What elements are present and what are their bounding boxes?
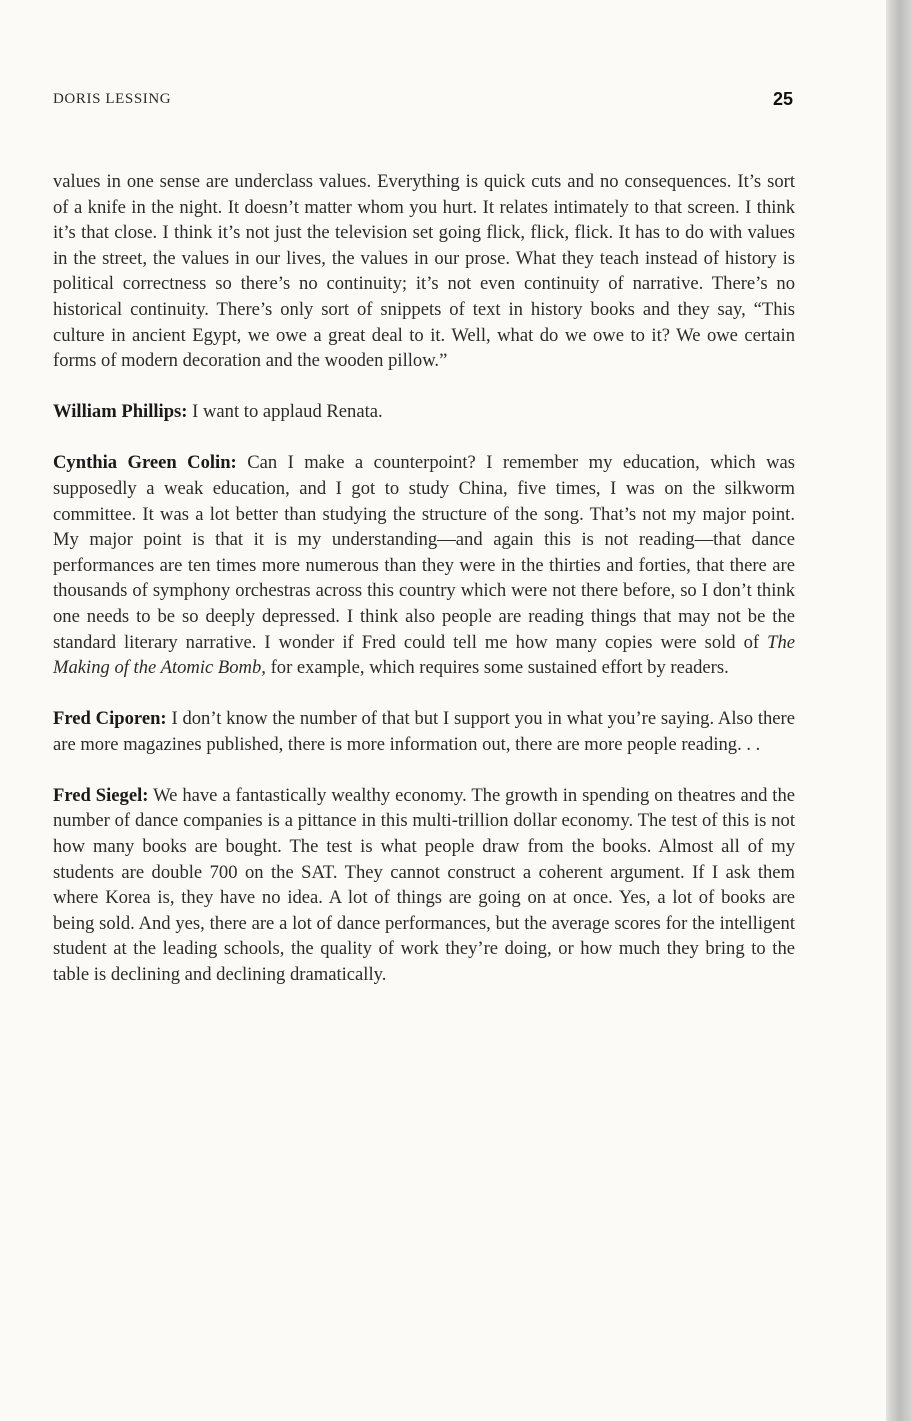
speaker-name: Cynthia Green Colin: (53, 452, 237, 474)
paragraph-text: values in one sense are underclass values. Everything is quick cuts and no consequences. It’s sort of a knife in the night. It doesn’t matter whom you hurt. It relates intimately to that screen. I think it’s that close. I think it’s not just the television set going flick, flick, flick. It has to do with values in the street, the values in our lives, the values in our prose. What they teach instead of history is political correctness so there’s no continuity; it’s not even continuity of narrative. There’s no historical continuity. There’s only sort of snippets of text in history books and they say, “This culture in ancient Egypt, we owe a great deal to it. Well, what do we owe to it? We owe certain forms of modern decoration and the wooden pillow.” (53, 171, 795, 372)
paragraph-fred-siegel (53, 783, 795, 988)
paragraph-text: I don’t know the number of that but I support you in what you’re saying. Also there are more magazines published, there is more information out, there are more people reading. . . (53, 708, 795, 755)
paragraph-text-end: for example, which requires some sustained effort by readers. (270, 657, 729, 679)
page-number: 25 (772, 89, 793, 109)
paragraph-cynthia-green-colin (53, 450, 795, 680)
paragraph-text: We have a fantastically wealthy economy. The growth in spending on theatres and the number of dance companies is a pittance in this multi-trillion dollar economy. The test of this is not how many books are bought. The test is what people draw from the books. Almost all of my students are double 700 on the SAT. They cannot construct a coherent argument. If I ask them where Korea is, they have no idea. A lot of things are going on at once. Yes, a lot of books are being sold. And yes, there are a lot of dance performances, but the average scores for the intelligent student at the leading schools, the quality of work they’re doing, or how much they bring to the table is declining and declining dramatically. (53, 784, 796, 986)
paragraph-fred-ciporen (53, 706, 795, 757)
paragraph-text: I want to applaud Renata. (192, 401, 383, 423)
page-body (53, 169, 795, 1013)
paragraph-text: Can I make a counterpoint? I remember my education, which was supposedly a weak education, and I got to study China, five times, I was on the silkworm committee. It was a lot better than studying the structure of the song. That’s not my major point. My major point is that it is my understanding—and again this is not reading—that dance performances are ten times more numerous than they were in the thirties and forties, that there are thousands of symphony orchestras across this country which were not there before, so I don’t think one needs to be so deeply depressed. I think also people are reading things that may not be the standard literary narrative. I wonder if Fred could tell me how many copies were sold of (53, 452, 795, 653)
running-head (53, 91, 793, 113)
paragraph-william-phillips (53, 399, 795, 425)
running-head-author: DORIS LESSING (53, 91, 172, 107)
speaker-name: Fred Siegel: (53, 784, 149, 806)
book-title: The Making of the Atomic Bomb, (53, 631, 795, 679)
speaker-name: Fred Ciporen: (53, 708, 167, 730)
book-page-edge (886, 0, 911, 1421)
speaker-name: William Phillips: (53, 401, 188, 423)
paragraph-continuation (53, 169, 795, 374)
